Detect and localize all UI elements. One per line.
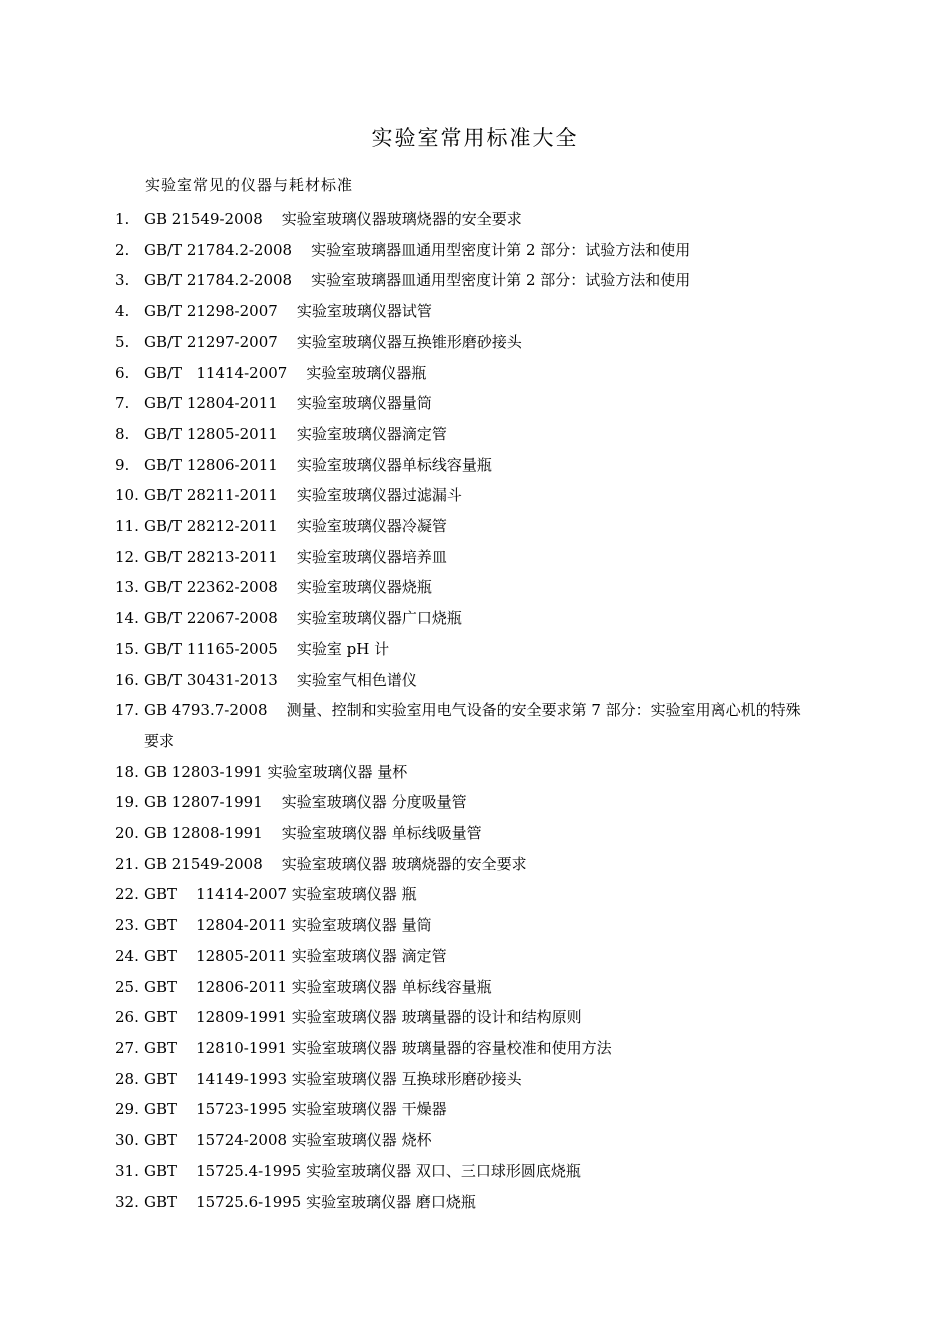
item-number: 1. xyxy=(115,210,130,228)
item-number: 2. xyxy=(115,240,130,259)
item-text: GBT 15723-1995 实验室玻璃仪器 干燥器 xyxy=(144,1100,447,1119)
item-number: 29. xyxy=(115,1100,139,1119)
item-text: GB 4793.7-2008 测量、控制和实验室用电气设备的安全要求第 7 部分：实验室用离心机的特殊要求 xyxy=(144,701,801,750)
list-item xyxy=(115,972,815,1003)
list-item xyxy=(115,1002,815,1033)
list-item xyxy=(115,1094,815,1125)
item-text: GB/T 21298-2007 实验室玻璃仪器试管 xyxy=(144,302,432,321)
item-number: 18. xyxy=(115,762,139,781)
list-item xyxy=(115,757,815,788)
list-item xyxy=(115,695,815,756)
item-text: GB/T 21784.2-2008 实验室玻璃器皿通用型密度计第 2 部分：试验方法和使用 xyxy=(144,240,691,259)
list-item xyxy=(115,634,815,665)
item-number: 17. xyxy=(115,701,139,720)
list-item xyxy=(115,879,815,910)
item-number: 9. xyxy=(115,455,130,474)
item-text: GB/T 11165-2005 实验室 pH 计 xyxy=(144,639,390,658)
page-title: 实验室常用标准大全 xyxy=(371,126,579,150)
item-text: GB 21549-2008 实验室玻璃仪器玻璃烧器的安全要求 xyxy=(144,210,522,228)
list-item xyxy=(115,910,815,941)
list-item xyxy=(115,358,815,389)
list-item xyxy=(115,1064,815,1095)
item-number: 32. xyxy=(115,1192,139,1211)
item-text: GB/T 12806-2011 实验室玻璃仪器单标线容量瓶 xyxy=(144,455,492,474)
item-text: GB 12808-1991 实验室玻璃仪器 单标线吸量管 xyxy=(144,824,482,843)
list-item xyxy=(115,849,815,880)
item-number: 15. xyxy=(115,639,139,658)
list-item xyxy=(115,665,815,696)
item-text: GB/T 22362-2008 实验室玻璃仪器烧瓶 xyxy=(144,578,432,597)
item-number: 3. xyxy=(115,271,130,290)
item-text: GB 21549-2008 实验室玻璃仪器 玻璃烧器的安全要求 xyxy=(144,854,527,873)
item-number: 23. xyxy=(115,916,139,935)
item-text: GB/T 21297-2007 实验室玻璃仪器互换锥形磨砂接头 xyxy=(144,332,522,351)
item-number: 8. xyxy=(115,424,130,443)
section-subtitle: 实验室常见的仪器与耗材标准 xyxy=(145,176,354,194)
item-text: GB/T 12805-2011 实验室玻璃仪器滴定管 xyxy=(144,424,447,443)
item-text: GBT 11414-2007 实验室玻璃仪器 瓶 xyxy=(144,885,417,904)
item-number: 28. xyxy=(115,1069,139,1088)
item-text: GB 12807-1991 实验室玻璃仪器 分度吸量管 xyxy=(144,793,467,812)
item-text: GB/T 30431-2013 实验室气相色谱仪 xyxy=(144,670,417,689)
item-number: 4. xyxy=(115,302,130,321)
list-item xyxy=(115,818,815,849)
item-text: GBT 15725.6-1995 实验室玻璃仪器 磨口烧瓶 xyxy=(144,1192,476,1211)
item-text: GBT 12806-2011 实验室玻璃仪器 单标线容量瓶 xyxy=(144,977,492,996)
item-text: GB/T 28211-2011 实验室玻璃仪器过滤漏斗 xyxy=(144,486,462,505)
item-number: 6. xyxy=(115,363,130,382)
item-number: 11. xyxy=(115,517,139,536)
item-number: 27. xyxy=(115,1038,139,1057)
item-text: GB/T 12804-2011 实验室玻璃仪器量筒 xyxy=(144,394,432,413)
item-text: GBT 14149-1993 实验室玻璃仪器 互换球形磨砂接头 xyxy=(144,1069,522,1088)
list-item xyxy=(115,787,815,818)
item-text: GB/T 11414-2007 实验室玻璃仪器瓶 xyxy=(144,363,427,382)
item-number: 21. xyxy=(115,854,139,873)
item-text: GB/T 22067-2008 实验室玻璃仪器广口烧瓶 xyxy=(144,609,462,628)
list-item xyxy=(115,1187,815,1218)
item-number: 24. xyxy=(115,946,139,965)
list-item xyxy=(115,327,815,358)
item-text: GBT 12809-1991 实验室玻璃仪器 玻璃量器的设计和结构原则 xyxy=(144,1008,582,1027)
item-number: 16. xyxy=(115,670,139,689)
item-text: GBT 12804-2011 实验室玻璃仪器 量筒 xyxy=(144,916,432,935)
item-text: GB 12803-1991 实验室玻璃仪器 量杯 xyxy=(144,762,408,781)
item-text: GB/T 21784.2-2008 实验室玻璃器皿通用型密度计第 2 部分：试验方法和使用 xyxy=(144,271,691,290)
item-text: GBT 12810-1991 实验室玻璃仪器 玻璃量器的容量校准和使用方法 xyxy=(144,1038,612,1057)
item-number: 19. xyxy=(115,793,139,812)
list-item xyxy=(115,1125,815,1156)
item-number: 14. xyxy=(115,609,139,628)
item-text: GBT 15725.4-1995 实验室玻璃仪器 双口、三口球形圆底烧瓶 xyxy=(144,1161,581,1180)
list-item xyxy=(115,603,815,634)
list-item xyxy=(115,265,815,296)
item-number: 10. xyxy=(115,486,139,505)
list-item xyxy=(115,1156,815,1187)
item-number: 5. xyxy=(115,332,130,351)
item-text: GB/T 28213-2011 实验室玻璃仪器培养皿 xyxy=(144,547,447,566)
list-item xyxy=(115,511,815,542)
list-item xyxy=(115,419,815,450)
item-text: GBT 15724-2008 实验室玻璃仪器 烧杯 xyxy=(144,1131,432,1150)
item-number: 31. xyxy=(115,1161,139,1180)
standards-list xyxy=(115,204,815,1217)
item-text: GBT 12805-2011 实验室玻璃仪器 滴定管 xyxy=(144,946,447,965)
list-item xyxy=(115,450,815,481)
item-text: GB/T 28212-2011 实验室玻璃仪器冷凝管 xyxy=(144,517,447,536)
item-number: 25. xyxy=(115,977,139,996)
list-item xyxy=(115,1033,815,1064)
list-item xyxy=(115,388,815,419)
list-item xyxy=(115,572,815,603)
item-number: 7. xyxy=(115,394,130,413)
list-item xyxy=(115,296,815,327)
list-item xyxy=(115,941,815,972)
item-number: 26. xyxy=(115,1008,139,1027)
list-item xyxy=(115,235,815,266)
list-item xyxy=(115,204,815,235)
item-number: 22. xyxy=(115,885,139,904)
item-number: 30. xyxy=(115,1131,139,1150)
item-number: 13. xyxy=(115,578,139,597)
item-number: 12. xyxy=(115,547,139,566)
list-item xyxy=(115,542,815,573)
list-item xyxy=(115,480,815,511)
item-number: 20. xyxy=(115,824,139,843)
